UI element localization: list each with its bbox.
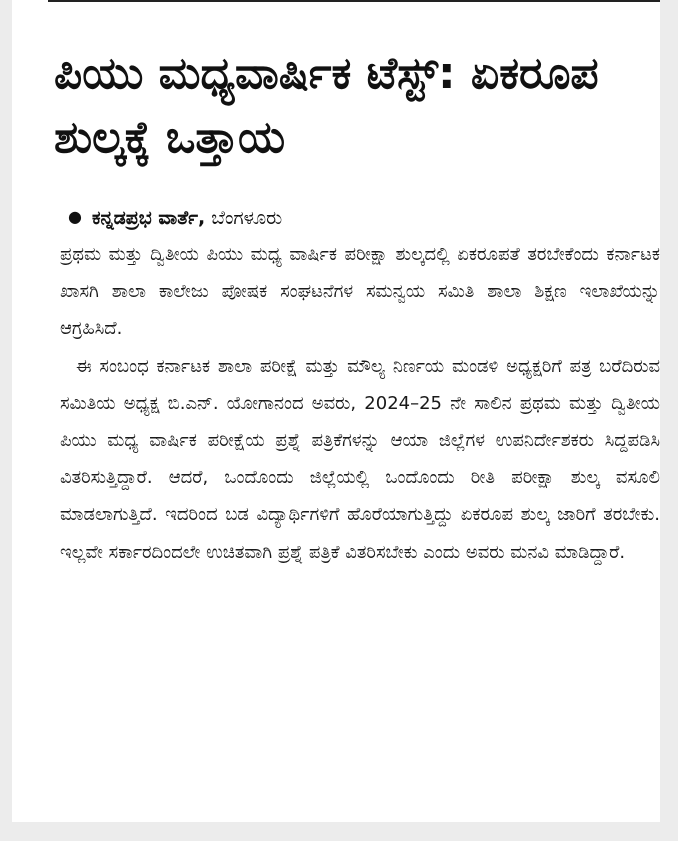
top-divider [48,0,660,2]
article-paragraph: ಈ ಸಂಬಂಧ ಕರ್ನಾಟಕ ಶಾಲಾ ಪರೀಕ್ಷೆ ಮತ್ತು ಮೌಲ್ಯ ನಿರ್ಣಯ ಮಂಡಳಿ ಅಧ್ಯಕ್ಷರಿಗೆ ಪತ್ರ ಬರೆದಿರುವ ಸಮಿತಿಯ ಅಧ್ಯಕ್ಷ ಬಿ.ಎನ್. ಯೋಗಾನಂದ ಅವರು, 2024–25 ನೇ ಸಾಲಿನ ಪ್ರಥಮ ಮತ್ತು ದ್ವಿತೀಯ ಪಿಯು ಮಧ್ಯ ವಾರ್ಷಿಕ ಪರೀಕ್ಷೆಯ ಪ್ರಶ್ನೆ ಪತ್ರಿಕೆಗಳನ್ನು ಆಯಾ ಜಿಲ್ಲೆಗಳ ಉಪನಿರ್ದೇಶಕರು ಸಿದ್ದಪಡಿಸಿ ವಿತರಿಸುತ್ತಿದ್ದಾರೆ. ಆದರೆ, ಒಂದೊಂದು ಜಿಲ್ಲೆಯಲ್ಲಿ ಒಂದೊಂದು ರೀತಿ ಪರೀಕ್ಷಾ ಶುಲ್ಕ ವಸೂಲಿ ಮಾಡಲಾಗುತ್ತಿದೆ. ಇದರಿಂದ ಬಡ ವಿದ್ಯಾರ್ಥಿಗಳಿಗೆ ಹೊರೆಯಾಗುತ್ತಿದ್ದು ಏಕರೂಪ ಶುಲ್ಕ ಜಾರಿಗೆ ತರಬೇಕು. ಇಲ್ಲವೇ ಸರ್ಕಾರದಿಂದಲೇ ಉಚಿತವಾಗಿ ಪ್ರಶ್ನೆ ಪತ್ರಿಕೆ ವಿತರಿಸಬೇಕು ಎಂದು ಅವರು ಮನವಿ ಮಾಡಿದ್ದಾರೆ. [60,355,660,563]
bullet-icon: ● [68,207,82,226]
article-headline: ಪಿಯು ಮಧ್ಯವಾರ್ಷಿಕ ಟೆಸ್ಟ್: ಏಕರೂಪ ಶುಲ್ಕಕ್ಕೆ ಒತ್ತಾಯ [54,48,599,163]
article-body [60,236,660,571]
byline-location: ಬೆಂಗಳೂರು [211,207,283,229]
news-clipping [12,0,660,822]
article-paragraph: ಪ್ರಥಮ ಮತ್ತು ದ್ವಿತೀಯ ಪಿಯು ಮಧ್ಯ ವಾರ್ಷಿಕ ಪರೀಕ್ಷಾ ಶುಲ್ಕದಲ್ಲಿ ಏಕರೂಪತೆ ತರಬೇಕೆಂದು ಕರ್ನಾಟಕ ಖಾಸಗಿ ಶಾಲಾ ಕಾಲೇಜು ಪೋಷಕ ಸಂಘಟನೆಗಳ ಸಮನ್ವಯ ಸಮಿತಿ ಶಾಲಾ ಶಿಕ್ಷಣ ಇಲಾಖೆಯನ್ನು ಆಗ್ರಹಿಸಿದೆ. [60,244,660,340]
byline-agency: ಕನ್ನಡಪ್ರಭ ವಾರ್ತೆ [91,207,198,229]
byline-separator: , [197,207,206,229]
article-byline [68,204,648,231]
